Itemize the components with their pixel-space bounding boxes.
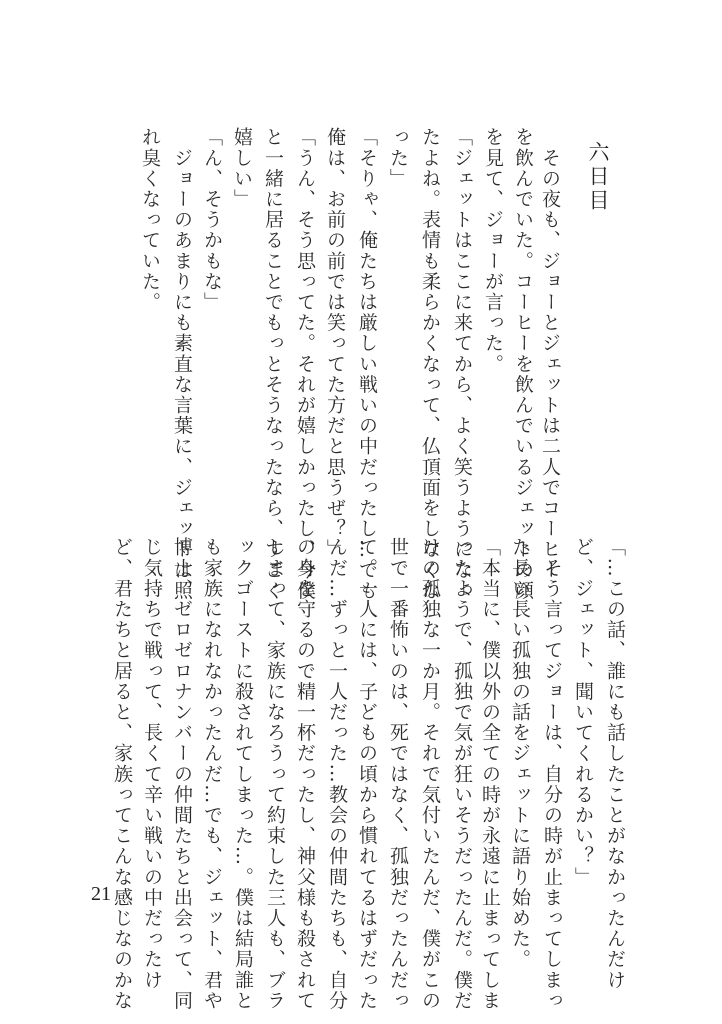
text-column: その夜も、ジョーとジェットは二人でコーヒー	[539, 127, 561, 581]
text-column: 博士、ゼロゼロナンバーの仲間たちと出会って、同	[171, 537, 193, 1011]
text-column: んだ…ずっと一人だった…教会の仲間たちも、自分	[326, 537, 348, 1011]
text-column: ックゴーストに殺されてしまった…。僕は結局誰と	[232, 537, 254, 1011]
text-column: ど、ジェット、聞いてくれるかい？」	[572, 537, 594, 888]
text-column: を飲んでいた。コーヒーを飲んでいるジェットの顔	[512, 127, 534, 601]
text-column: 「ジェットはここに来てから、よく笑うようになっ	[451, 127, 473, 601]
text-column: ど、君たちと居ると、家族ってこんな感じなのかな	[111, 537, 133, 1011]
text-column: 「ん、そうかもな」	[201, 127, 223, 313]
text-column: も家族になれなかったんだ…でも、ジェット、君や	[201, 537, 223, 1011]
text-column: を見て、ジョーが言った。	[482, 127, 504, 375]
text-column: しまって、家族になろうって約束した三人も、ブラ	[264, 537, 286, 1011]
text-column: 俺は、お前の前では笑ってた方だと思うぜ？」	[324, 127, 346, 560]
text-column: った」	[387, 127, 409, 189]
page-number: 21	[91, 883, 111, 905]
text-column: 世で一番怖いのは、死ではなく、孤独だったんだっ	[387, 537, 409, 1011]
text-column: 「そりゃ、俺たちは厳しい戦いの中だったし…でも	[356, 127, 378, 601]
text-column: たよね。表情も柔らかくなって、仏頂面をしなくな	[419, 127, 441, 601]
text-column: た長い長い孤独の話をジェットに語り始めた。	[509, 537, 531, 970]
text-column: ジョーのあまりにも素直な言葉に、ジェットは照	[171, 127, 193, 601]
chapter-title: 六日目	[586, 141, 610, 213]
text-column: けの孤独な一か月。それで気付いたんだ、僕がこの	[419, 537, 441, 1011]
text-column: ったようで、孤独で気が狂いそうだったんだ。僕だ	[451, 537, 473, 1011]
text-column: 「うん、そう思ってた。それが嬉しかったし、今僕	[294, 127, 316, 601]
text-column: 「…この話、誰にも話したことがなかったんだけ	[604, 537, 626, 991]
text-column: て。一人には、子どもの頃から慣れてるはずだった	[356, 537, 378, 1011]
text-column: じ気持ちで戦って、長くて辛い戦いの中だったけ	[141, 537, 163, 991]
text-column: れ臭くなっていた。	[139, 127, 161, 313]
text-column: 嬉しい」	[231, 127, 253, 210]
text-column: の身を守るので精一杯だったし、神父様も殺されて	[294, 537, 316, 1011]
text-column: そう言ってジョーは、自分の時が止まってしまっ	[541, 537, 563, 1011]
text-column: 「本当に、僕以外の全ての時が永遠に止まってしま	[479, 537, 501, 1011]
text-column: と一緒に居ることでもっとそうなったなら、すごく	[262, 127, 284, 601]
